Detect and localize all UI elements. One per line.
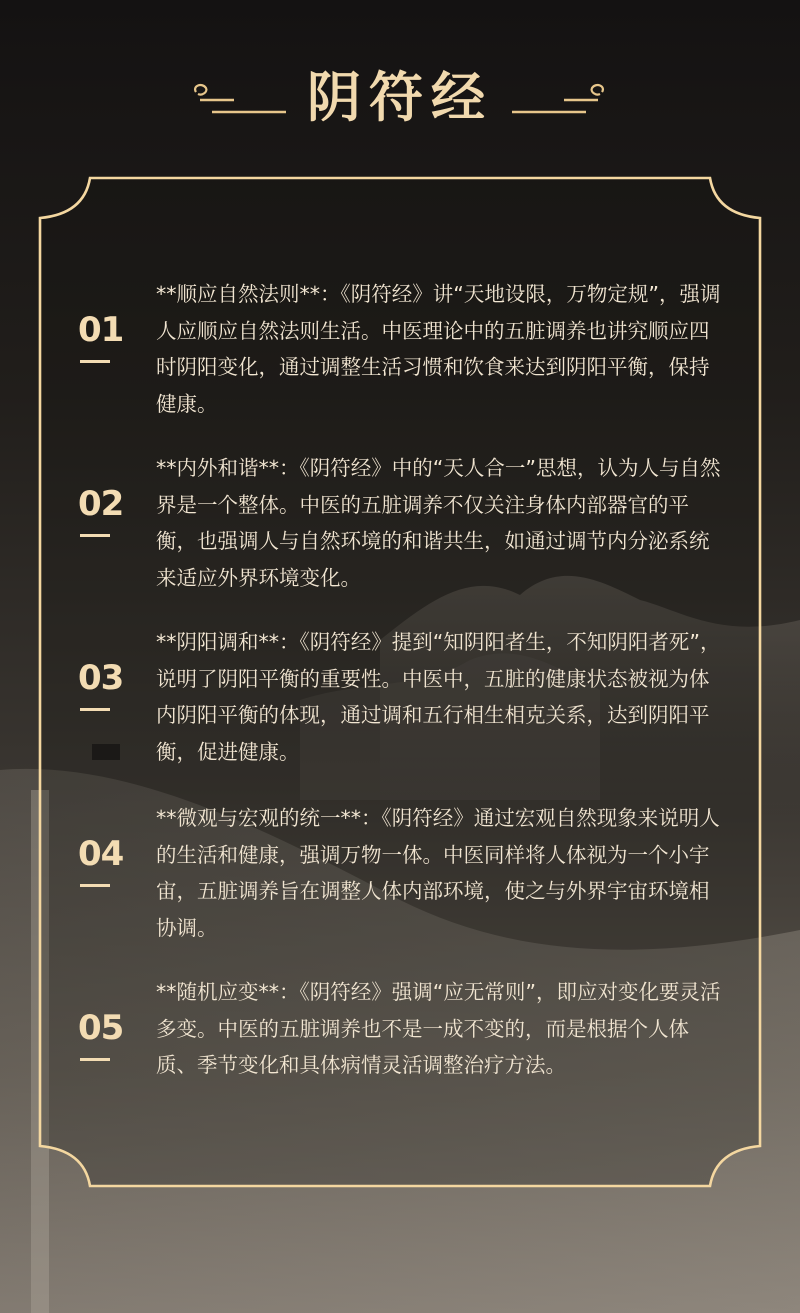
item-text: **顺应自然法则**：《阴符经》讲“天地设限，万物定规”，强调人应顺应自然法则生活。中医理论中的五脏调养也讲究顺应四时阴阳变化，通过调整生活习惯和饮食来达到阴阳平衡，保持健康。 xyxy=(156,282,721,416)
page-title: 阴符经 xyxy=(307,65,493,129)
item-text: **微观与宏观的统一**：《阴符经》通过宏观自然现象来说明人的生活和健康，强调万物一体。中医同样将人体视为一个小宇宙，五脏调养旨在调整人体内部环境，使之与外界宇宙环境相协调。 xyxy=(156,806,720,940)
item-number: 03 xyxy=(78,658,124,698)
header xyxy=(0,62,800,132)
item-text: **阴阳调和**：《阴符经》提到“知阴阳者生，不知阴阳者死”，说明了阴阳平衡的重要性。中医中，五脏的健康状态被视为体内阴阳平衡的体现，通过调和五行相生相克关系，达到阴阳平衡，促进健康。 xyxy=(156,630,721,764)
cloud-ornament-right-icon xyxy=(508,82,608,118)
list-item xyxy=(70,280,730,440)
item-number: 04 xyxy=(78,834,124,874)
list-item xyxy=(70,628,730,788)
item-number: 02 xyxy=(78,484,124,524)
number-underline xyxy=(80,1058,110,1061)
number-underline xyxy=(80,884,110,887)
item-text: **随机应变**：《阴符经》强调“应无常则”，即应对变化要灵活多变。中医的五脏调养也不是一成不变的，而是根据个人体质、季节变化和具体病情灵活调整治疗方法。 xyxy=(156,980,721,1077)
list-item xyxy=(70,978,730,1138)
list-item xyxy=(70,454,730,614)
number-underline xyxy=(80,534,110,537)
item-text: **内外和谐**：《阴符经》中的“天人合一”思想，认为人与自然界是一个整体。中医的五脏调养不仅关注身体内部器官的平衡，也强调人与自然环境的和谐共生，如通过调节内分泌系统来适应外界环境变化。 xyxy=(156,456,721,590)
item-number: 05 xyxy=(78,1008,124,1048)
number-underline xyxy=(80,708,110,711)
item-number: 01 xyxy=(78,310,124,350)
list-item xyxy=(70,804,730,964)
number-underline xyxy=(80,360,110,363)
